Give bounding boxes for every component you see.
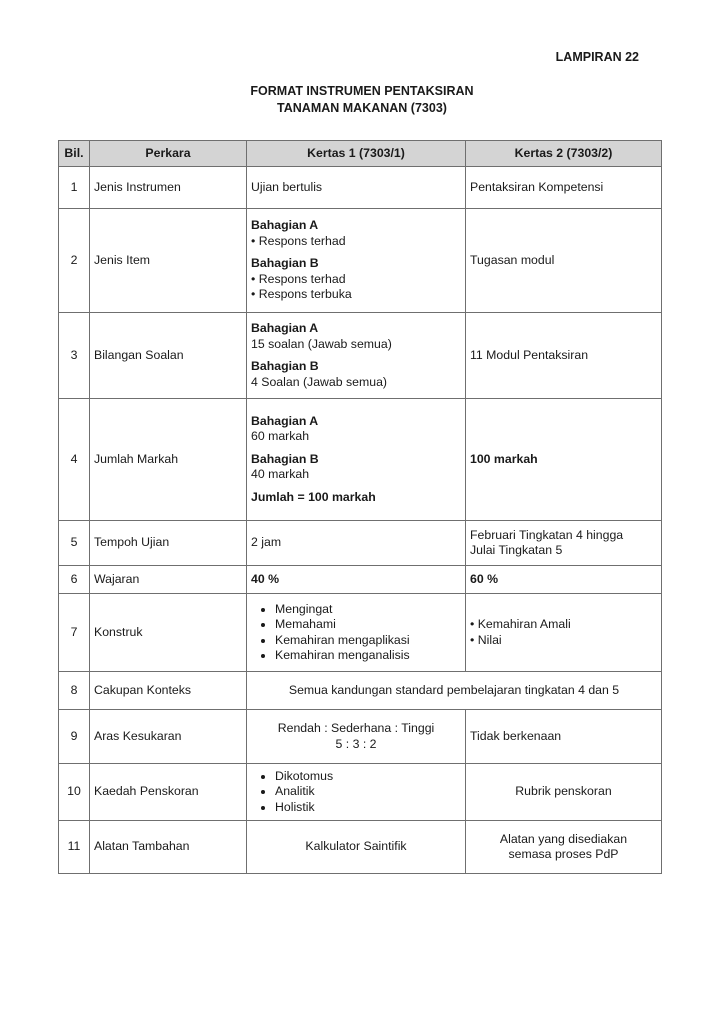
construct-list xyxy=(251,602,461,664)
ratio-label: Rendah : Sederhana : Tinggi xyxy=(277,721,435,735)
kertas-2-line: Julai Tingkatan 5 xyxy=(470,543,563,557)
table-row xyxy=(59,594,662,672)
row-number: 4 xyxy=(59,399,90,521)
kertas-1-cell: 2 jam xyxy=(247,521,466,566)
document-title xyxy=(0,83,724,117)
row-item: Wajaran xyxy=(90,566,247,594)
list-item: • Kemahiran mengaplikasi xyxy=(275,633,461,649)
row-number: 5 xyxy=(59,521,90,566)
row-number: 6 xyxy=(59,566,90,594)
table-row xyxy=(59,209,662,313)
kertas-2-cell xyxy=(466,521,662,566)
kertas-1-cell xyxy=(247,209,466,313)
row-number: 9 xyxy=(59,710,90,764)
section-b-item: • Respons terhad xyxy=(251,271,346,286)
list-item: • Mengingat xyxy=(275,602,461,618)
header-bil: Bil. xyxy=(59,141,90,167)
kertas-1-cell xyxy=(247,399,466,521)
list-item: • Kemahiran Amali xyxy=(470,617,571,631)
list-item: • Analitik xyxy=(275,784,461,800)
row-item: Konstruk xyxy=(90,594,247,672)
appendix-label: LAMPIRAN 22 xyxy=(555,50,639,64)
row-item: Kaedah Penskoran xyxy=(90,764,247,821)
kertas-2-cell xyxy=(466,821,662,874)
merged-cell: Semua kandungan standard pembelajaran tingkatan 4 dan 5 xyxy=(247,672,662,710)
header-kertas-1: Kertas 1 (7303/1) xyxy=(247,141,466,167)
title-line-2: TANAMAN MAKANAN (7303) xyxy=(277,101,447,115)
kertas-2-cell: 11 Modul Pentaksiran xyxy=(466,313,662,399)
table-row xyxy=(59,313,662,399)
section-b-title: Bahagian B xyxy=(251,451,319,466)
kertas-1-cell xyxy=(247,594,466,672)
header-kertas-2: Kertas 2 (7303/2) xyxy=(466,141,662,167)
table-row xyxy=(59,521,662,566)
ratio-value: 5 : 3 : 2 xyxy=(335,736,377,751)
list-item: • Kemahiran menganalisis xyxy=(275,648,461,664)
kertas-2-line: Februari Tingkatan 4 hingga xyxy=(470,527,624,542)
section-a-title: Bahagian A xyxy=(251,321,319,335)
row-number: 7 xyxy=(59,594,90,672)
kertas-2-cell: Tidak berkenaan xyxy=(466,710,662,764)
row-number: 3 xyxy=(59,313,90,399)
table-header-row xyxy=(59,141,662,167)
row-item: Alatan Tambahan xyxy=(90,821,247,874)
section-b-item: • Respons terbuka xyxy=(251,287,352,302)
kertas-2-cell: Rubrik penskoran xyxy=(466,764,662,821)
table-row xyxy=(59,399,662,521)
list-item: • Memahami xyxy=(275,617,461,633)
kertas-2-cell: Pentaksiran Kompetensi xyxy=(466,167,662,209)
section-a-title: Bahagian A xyxy=(251,218,319,233)
table-row xyxy=(59,710,662,764)
section-a-title: Bahagian A xyxy=(251,413,319,428)
section-b-title: Bahagian B xyxy=(251,256,319,271)
row-item: Jumlah Markah xyxy=(90,399,247,521)
row-item: Bilangan Soalan xyxy=(90,313,247,399)
row-item: Tempoh Ujian xyxy=(90,521,247,566)
list-item: • Holistik xyxy=(275,800,461,816)
section-a-text: 60 markah xyxy=(251,429,310,444)
row-number: 11 xyxy=(59,821,90,874)
row-item: Cakupan Konteks xyxy=(90,672,247,710)
row-item: Jenis Instrumen xyxy=(90,167,247,209)
kertas-1-cell: 40 % xyxy=(247,566,466,594)
row-number: 1 xyxy=(59,167,90,209)
scoring-list xyxy=(251,769,461,816)
kertas-2-line: Alatan yang disediakan xyxy=(499,831,628,846)
table-row xyxy=(59,821,662,874)
table-row xyxy=(59,566,662,594)
row-number: 10 xyxy=(59,764,90,821)
kertas-2-cell xyxy=(466,594,662,672)
section-b-text: 4 Soalan (Jawab semua) xyxy=(251,374,388,389)
kertas-2-line: semasa proses PdP xyxy=(508,847,619,861)
row-number: 8 xyxy=(59,672,90,710)
table-row xyxy=(59,167,662,209)
header-perkara: Perkara xyxy=(90,141,247,167)
section-b-text: 40 markah xyxy=(251,467,310,482)
table-row xyxy=(59,764,662,821)
row-item: Aras Kesukaran xyxy=(90,710,247,764)
kertas-1-cell xyxy=(247,764,466,821)
kertas-1-cell: Kalkulator Saintifik xyxy=(247,821,466,874)
kertas-2-cell: 100 markah xyxy=(466,399,662,521)
title-line-1: FORMAT INSTRUMEN PENTAKSIRAN xyxy=(250,84,474,98)
kertas-1-cell: Ujian bertulis xyxy=(247,167,466,209)
kertas-2-cell: Tugasan modul xyxy=(466,209,662,313)
kertas-2-cell: 60 % xyxy=(466,566,662,594)
kertas-1-cell xyxy=(247,313,466,399)
section-a-text: 15 soalan (Jawab semua) xyxy=(251,336,392,351)
kertas-1-cell xyxy=(247,710,466,764)
list-item: • Dikotomus xyxy=(275,769,461,785)
table-row xyxy=(59,672,662,710)
row-number: 2 xyxy=(59,209,90,313)
section-b-title: Bahagian B xyxy=(251,359,319,373)
assessment-format-table xyxy=(58,140,662,874)
total-marks: Jumlah = 100 markah xyxy=(251,489,376,504)
list-item: • Nilai xyxy=(470,632,502,647)
row-item: Jenis Item xyxy=(90,209,247,313)
section-a-item: • Respons terhad xyxy=(251,233,346,248)
